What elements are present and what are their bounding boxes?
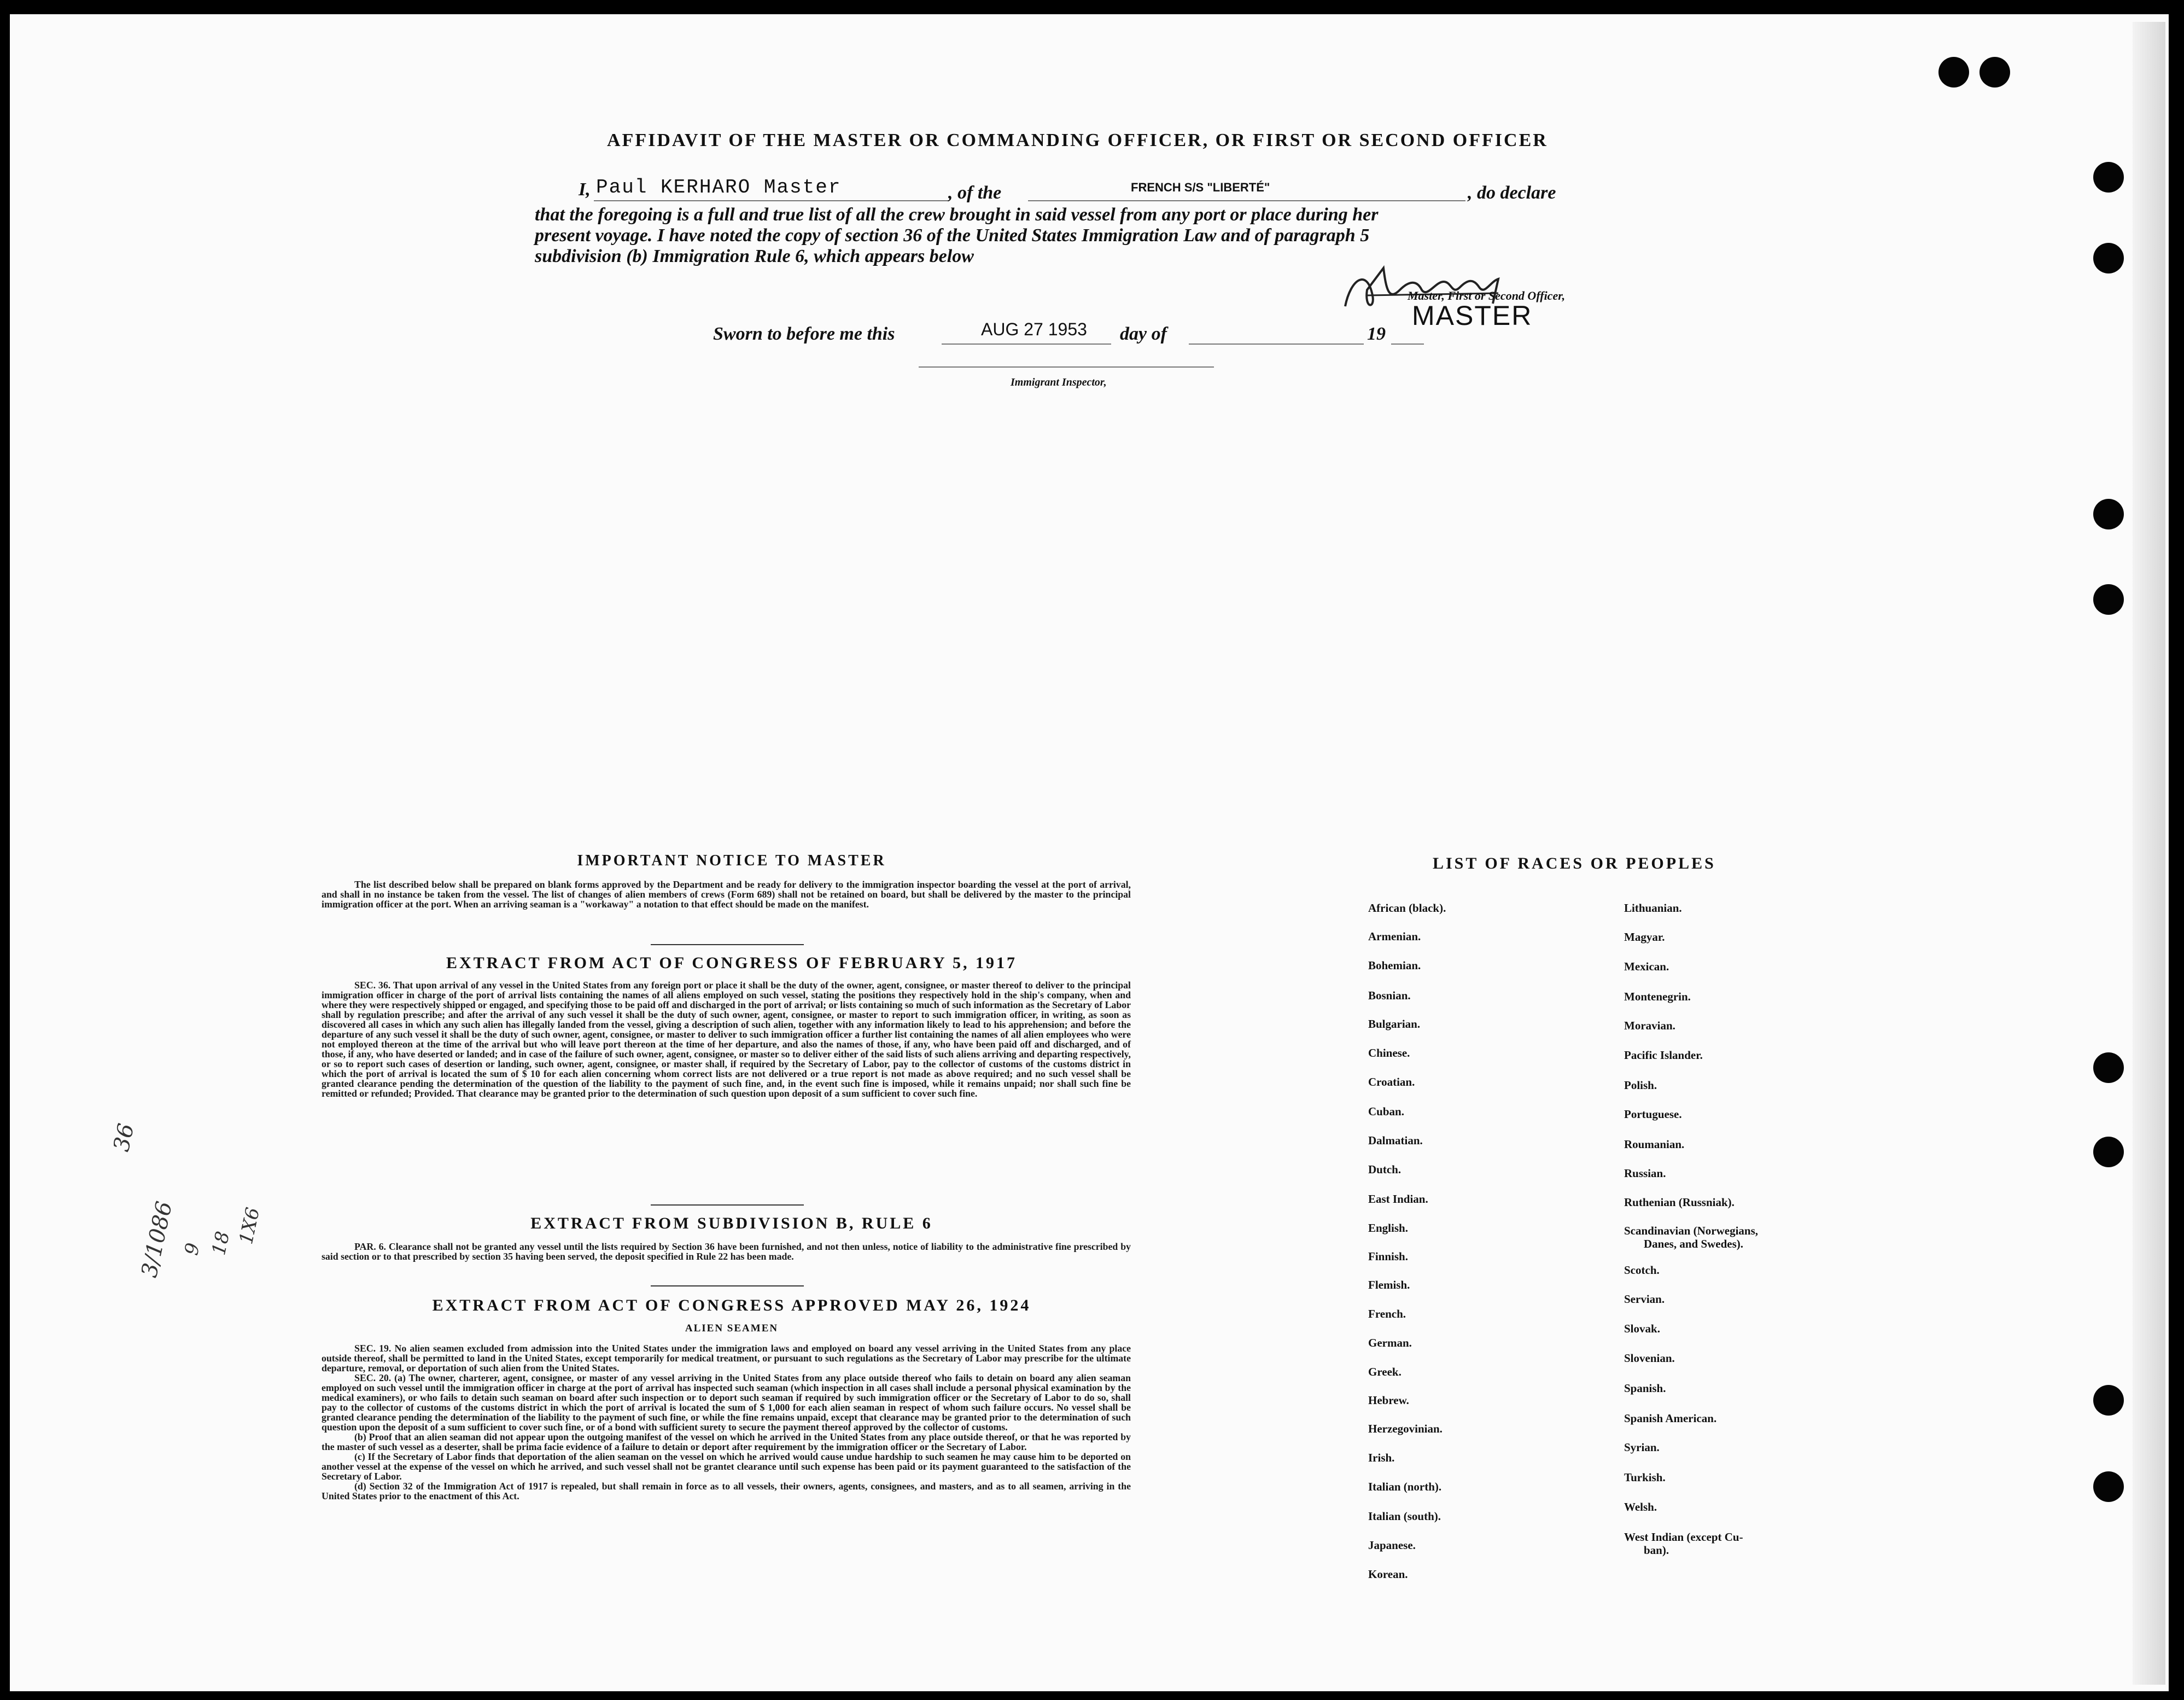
race-item: Pacific Islander. [1624, 1049, 1703, 1062]
race-item: Armenian. [1368, 930, 1421, 943]
race-item: ban). [1644, 1544, 1669, 1557]
race-item: Italian (north). [1368, 1480, 1442, 1493]
punch-hole [2093, 1137, 2124, 1167]
declaration-suffix: , do declare [1468, 183, 1556, 203]
race-item: Servian. [1624, 1293, 1665, 1306]
divider [651, 1204, 804, 1206]
sworn-date-blank [942, 344, 1111, 345]
race-item: Croatian. [1368, 1075, 1415, 1088]
race-item: Japanese. [1368, 1539, 1416, 1552]
races-heading: LIST OF RACES OR PEOPLES [1433, 854, 1716, 872]
affidavit-heading: AFFIDAVIT OF THE MASTER OR COMMANDING OFFICER, OR FIRST OR SECOND OFFICER [607, 130, 1548, 150]
race-item: Mexican. [1624, 960, 1669, 973]
race-item: Welsh. [1624, 1500, 1657, 1513]
binder-edge [2133, 22, 2165, 1685]
race-item: Greek. [1368, 1365, 1402, 1378]
name-blank-line [594, 200, 949, 201]
punch-hole [2093, 1052, 2124, 1083]
handwritten-margin-note: 1X6 [235, 1206, 265, 1247]
race-item: German. [1368, 1336, 1412, 1349]
notice-text: The list described below shall be prepared on blank forms approved by the Department and be ready for delivery to the immigration inspector boarding the vessel at the port of arrival, and shall in no instance be taken from the vessel. The list of changes of alien members of crews (Form 689) shall not be retained on board, but shall be delivered by the master to the principal immigration officer at the port. When an arriving seaman is a "workaway" a notation to that effect should be made on the manifest. [322, 879, 1131, 910]
alien-seamen-subheading: ALIEN SEAMEN [685, 1323, 779, 1334]
race-item: Irish. [1368, 1451, 1395, 1464]
punch-hole [1979, 57, 2010, 88]
extract-1917-text: SEC. 36. That upon arrival of any vessel in the United States from any foreign port or place it shall be the duty of the owner, agent, consignee, or master thereof to deliver to the principal immigration officer in charge of the port of arrival lists containing the names of all aliens employed on such vessel, stating the positions they respectively hold in the ship's company, when and where they were respectively shipped or engaged, and specifying those to be paid off and discharged in the port of arrival; or lists containing so much of such information as the Secretary of Labor shall by regulation prescribe; and after the arrival of any such vessel it shall be the duty of such owner, agent, consignee, or master to report to such immigration officer, in writing, as soon as discovered all cases in which any such alien has illegally landed from the vessel, giving a description of such alien, together with any information likely to lead to his apprehension; and before the departure of any such vessel it shall be the duty of such owner, agent, consignee, or master to deliver to such immigration officer a further list containing the names of all alien employees who were not employed thereon at the time of the arrival but who will leave port thereon at the time of her departure, and also the names of those, if any, who have been paid off and discharged, and of those, if any, who have deserted or landed; and in case of the failure of such owner, agent, consignee, or master so to deliver either of the said lists of such aliens arriving and departing respectively, or so to report such cases of desertion or landing, such owner, agent, consignee, or master shall, if required by the Secretary of Labor, pay to the collector of customs of the customs district in which the port of arrival is located the sum of $ 10 for each alien concerning whom correct lists are not delivered or a true report is not made as above required; and no such vessel shall be granted clearance pending the determination of the question of the liability to the payment of such fine, and, in the event such fine is imposed, while it remains unpaid; nor shall such fine be remitted or refunded; Provided. That clearance may be granted prior to the determination of such question upon deposit of a sum sufficient to cover such fine. [322, 980, 1131, 1099]
race-item: Polish. [1624, 1079, 1657, 1092]
punch-hole [2093, 584, 2124, 615]
race-item: Magyar. [1624, 930, 1665, 944]
extract-rule6-text: PAR. 6. Clearance shall not be granted any vessel until the lists required by Section 36 have been furnished, and not then unless, notice of liability to the administrative fine prescribed by said section or to that prescribed by section 35 having been served, the deposit specified in Rule 22 has been made. [322, 1241, 1131, 1262]
race-item: Bohemian. [1368, 959, 1421, 972]
vessel-blank-line [1028, 200, 1465, 201]
race-item: Dutch. [1368, 1163, 1402, 1176]
divider [651, 1285, 804, 1286]
race-item: Danes, and Swedes). [1644, 1237, 1744, 1250]
declaration-line-4: subdivision (b) Immigration Rule 6, which appears below [535, 246, 974, 266]
race-item: Cuban. [1368, 1105, 1404, 1118]
divider [651, 944, 804, 945]
inspector-signature-line [919, 366, 1214, 368]
race-item: Spanish. [1624, 1382, 1666, 1395]
extract-1924-heading: EXTRACT FROM ACT OF CONGRESS APPROVED MAY 26, 1924 [432, 1296, 1031, 1314]
race-item: Finnish. [1368, 1250, 1408, 1263]
race-item: Bulgarian. [1368, 1017, 1421, 1031]
punch-hole [2093, 499, 2124, 529]
race-item: Chinese. [1368, 1046, 1410, 1059]
race-item: Bosnian. [1368, 989, 1411, 1002]
vessel-name: FRENCH S/S "LIBERTÉ" [1131, 181, 1270, 194]
handwritten-margin-note: 9 [180, 1241, 205, 1257]
handwritten-margin-note: 18 [208, 1229, 235, 1257]
race-item: Roumanian. [1624, 1138, 1685, 1151]
race-item: Herzegovinian. [1368, 1422, 1443, 1435]
race-item: Russian. [1624, 1167, 1666, 1180]
race-item: African (black). [1368, 901, 1446, 915]
extract-1917-heading: EXTRACT FROM ACT OF CONGRESS OF FEBRUARY 5, 1917 [446, 954, 1018, 972]
punch-hole [2093, 1471, 2124, 1502]
race-item: Italian (south). [1368, 1510, 1441, 1523]
master-stamp: MASTER [1412, 300, 1533, 331]
race-item: Lithuanian. [1624, 901, 1682, 915]
signature-caption: Master, First or Second Officer, [1408, 289, 1566, 302]
master-name: Paul KERHARO Master [596, 176, 842, 199]
race-item: French. [1368, 1307, 1406, 1320]
race-item: Spanish American. [1624, 1412, 1717, 1425]
punch-hole [2093, 1385, 2124, 1416]
punch-hole [1938, 57, 1969, 88]
race-item: Slovenian. [1624, 1352, 1675, 1365]
sworn-year-blank [1391, 344, 1424, 345]
declaration-prefix: I, [579, 179, 591, 200]
declaration-of: , of the [948, 183, 1002, 203]
race-item: Moravian. [1624, 1019, 1675, 1032]
race-item: Dalmatian. [1368, 1134, 1423, 1147]
race-item: Slovak. [1624, 1322, 1660, 1335]
sworn-month-blank [1189, 344, 1364, 345]
race-item: Scotch. [1624, 1264, 1660, 1277]
declaration-line-3: present voyage. I have noted the copy of section 36 of the United States Immigration Law and of paragraph 5 [535, 225, 1370, 246]
race-item: Korean. [1368, 1568, 1408, 1581]
sworn-date-stamp: AUG 27 1953 [981, 319, 1087, 339]
race-item: Portuguese. [1624, 1108, 1682, 1121]
sworn-prefix: Sworn to before me this [713, 324, 895, 344]
race-item: West Indian (except Cu- [1624, 1530, 1743, 1544]
notice-heading: IMPORTANT NOTICE TO MASTER [577, 852, 886, 869]
race-item: East Indian. [1368, 1192, 1428, 1206]
sworn-year: 19 [1367, 324, 1386, 344]
punch-hole [2093, 162, 2124, 193]
race-item: Ruthenian (Russniak). [1624, 1196, 1735, 1209]
race-item: Montenegrin. [1624, 990, 1691, 1003]
race-item: Scandinavian (Norwegians, [1624, 1224, 1759, 1237]
race-item: Syrian. [1624, 1441, 1660, 1454]
race-item: Flemish. [1368, 1278, 1410, 1291]
race-item: Hebrew. [1368, 1394, 1409, 1407]
sworn-day-of: day of [1120, 324, 1167, 344]
extract-1924-text: SEC. 19. No alien seamen excluded from admission into the United States under the immigration laws and employed on board any vessel arriving in the United States from any place outside thereof, shall be permitted to land in the United States, except temporarily for medical treatment, or pursuant to such regulations as the Secretary of Labor may prescribe for the ultimate departure, removal, or deportation of such alien from the United States. SEC. 20. (a) The owner, charterer, agent, consignee, or master of any vessel arriving in the United States from any place outside thereof who fails to detain on board any alien seaman employed on such vessel until the immigration officer in charge at the port of arrival has inspected such seaman (which inspection in all cases shall include a personal physical examination by the medical examiners), or who fails to detain such seaman on board after such inspection or to deport such seaman if required by such immigration officer or the Secretary of Labor to do so, shall pay to the collector of customs of the customs district in which the port of arrival is located the sum of $ 1,000 for each alien seaman in respect of whom such failure occurs. No vessel shall be granted clearance pending the determination of the liability to the payment of such fine, or while the fine remains unpaid, except that clearance may be granted prior to the determination of such question upon the deposit of a sum sufficient to cover such fine, or of a bond with sufficient surety to secure the payment thereof approved by the collector of customs. (b) Proof that an alien seaman did not appear upon the outgoing manifest of the vessel on which he arrived in the United States from any place outside thereof, or that he was reported by the master of such vessel as a deserter, shall be prima facie evidence of a failure to detain or deport after requirement by the immigration officer or the Secretary of Labor. (c) If the Secretary of Labor finds that deportation of the alien seaman on the vessel on which he arrived would cause undue hardship to such seamen he may cause him to be deported on another vessel at the expense of the vessel on which he arrived, and such vessel shall not be grantet clearance until such expense has been paid or its payment guaranteed to the satisfaction of the Secretary of Labor. (d) Section 32 of the Immigration Act of 1917 is repealed, but shall remain in force as to all vessels, their owners, agents, consignees, and masters, and as to all seamen, arriving in the United States prior to the enactment of this Act. [322, 1343, 1131, 1501]
race-item: English. [1368, 1221, 1408, 1235]
extract-rule6-heading: EXTRACT FROM SUBDIVISION B, RULE 6 [530, 1214, 933, 1232]
inspector-caption: Immigrant Inspector, [1011, 376, 1107, 388]
handwritten-margin-note: 3/1086 [137, 1199, 178, 1280]
race-item: Turkish. [1624, 1471, 1666, 1484]
punch-hole [2093, 243, 2124, 273]
declaration-line-2: that the foregoing is a full and true list of all the crew brought in said vessel from any port or place during her [535, 205, 1379, 225]
handwritten-margin-note: 36 [109, 1121, 139, 1154]
